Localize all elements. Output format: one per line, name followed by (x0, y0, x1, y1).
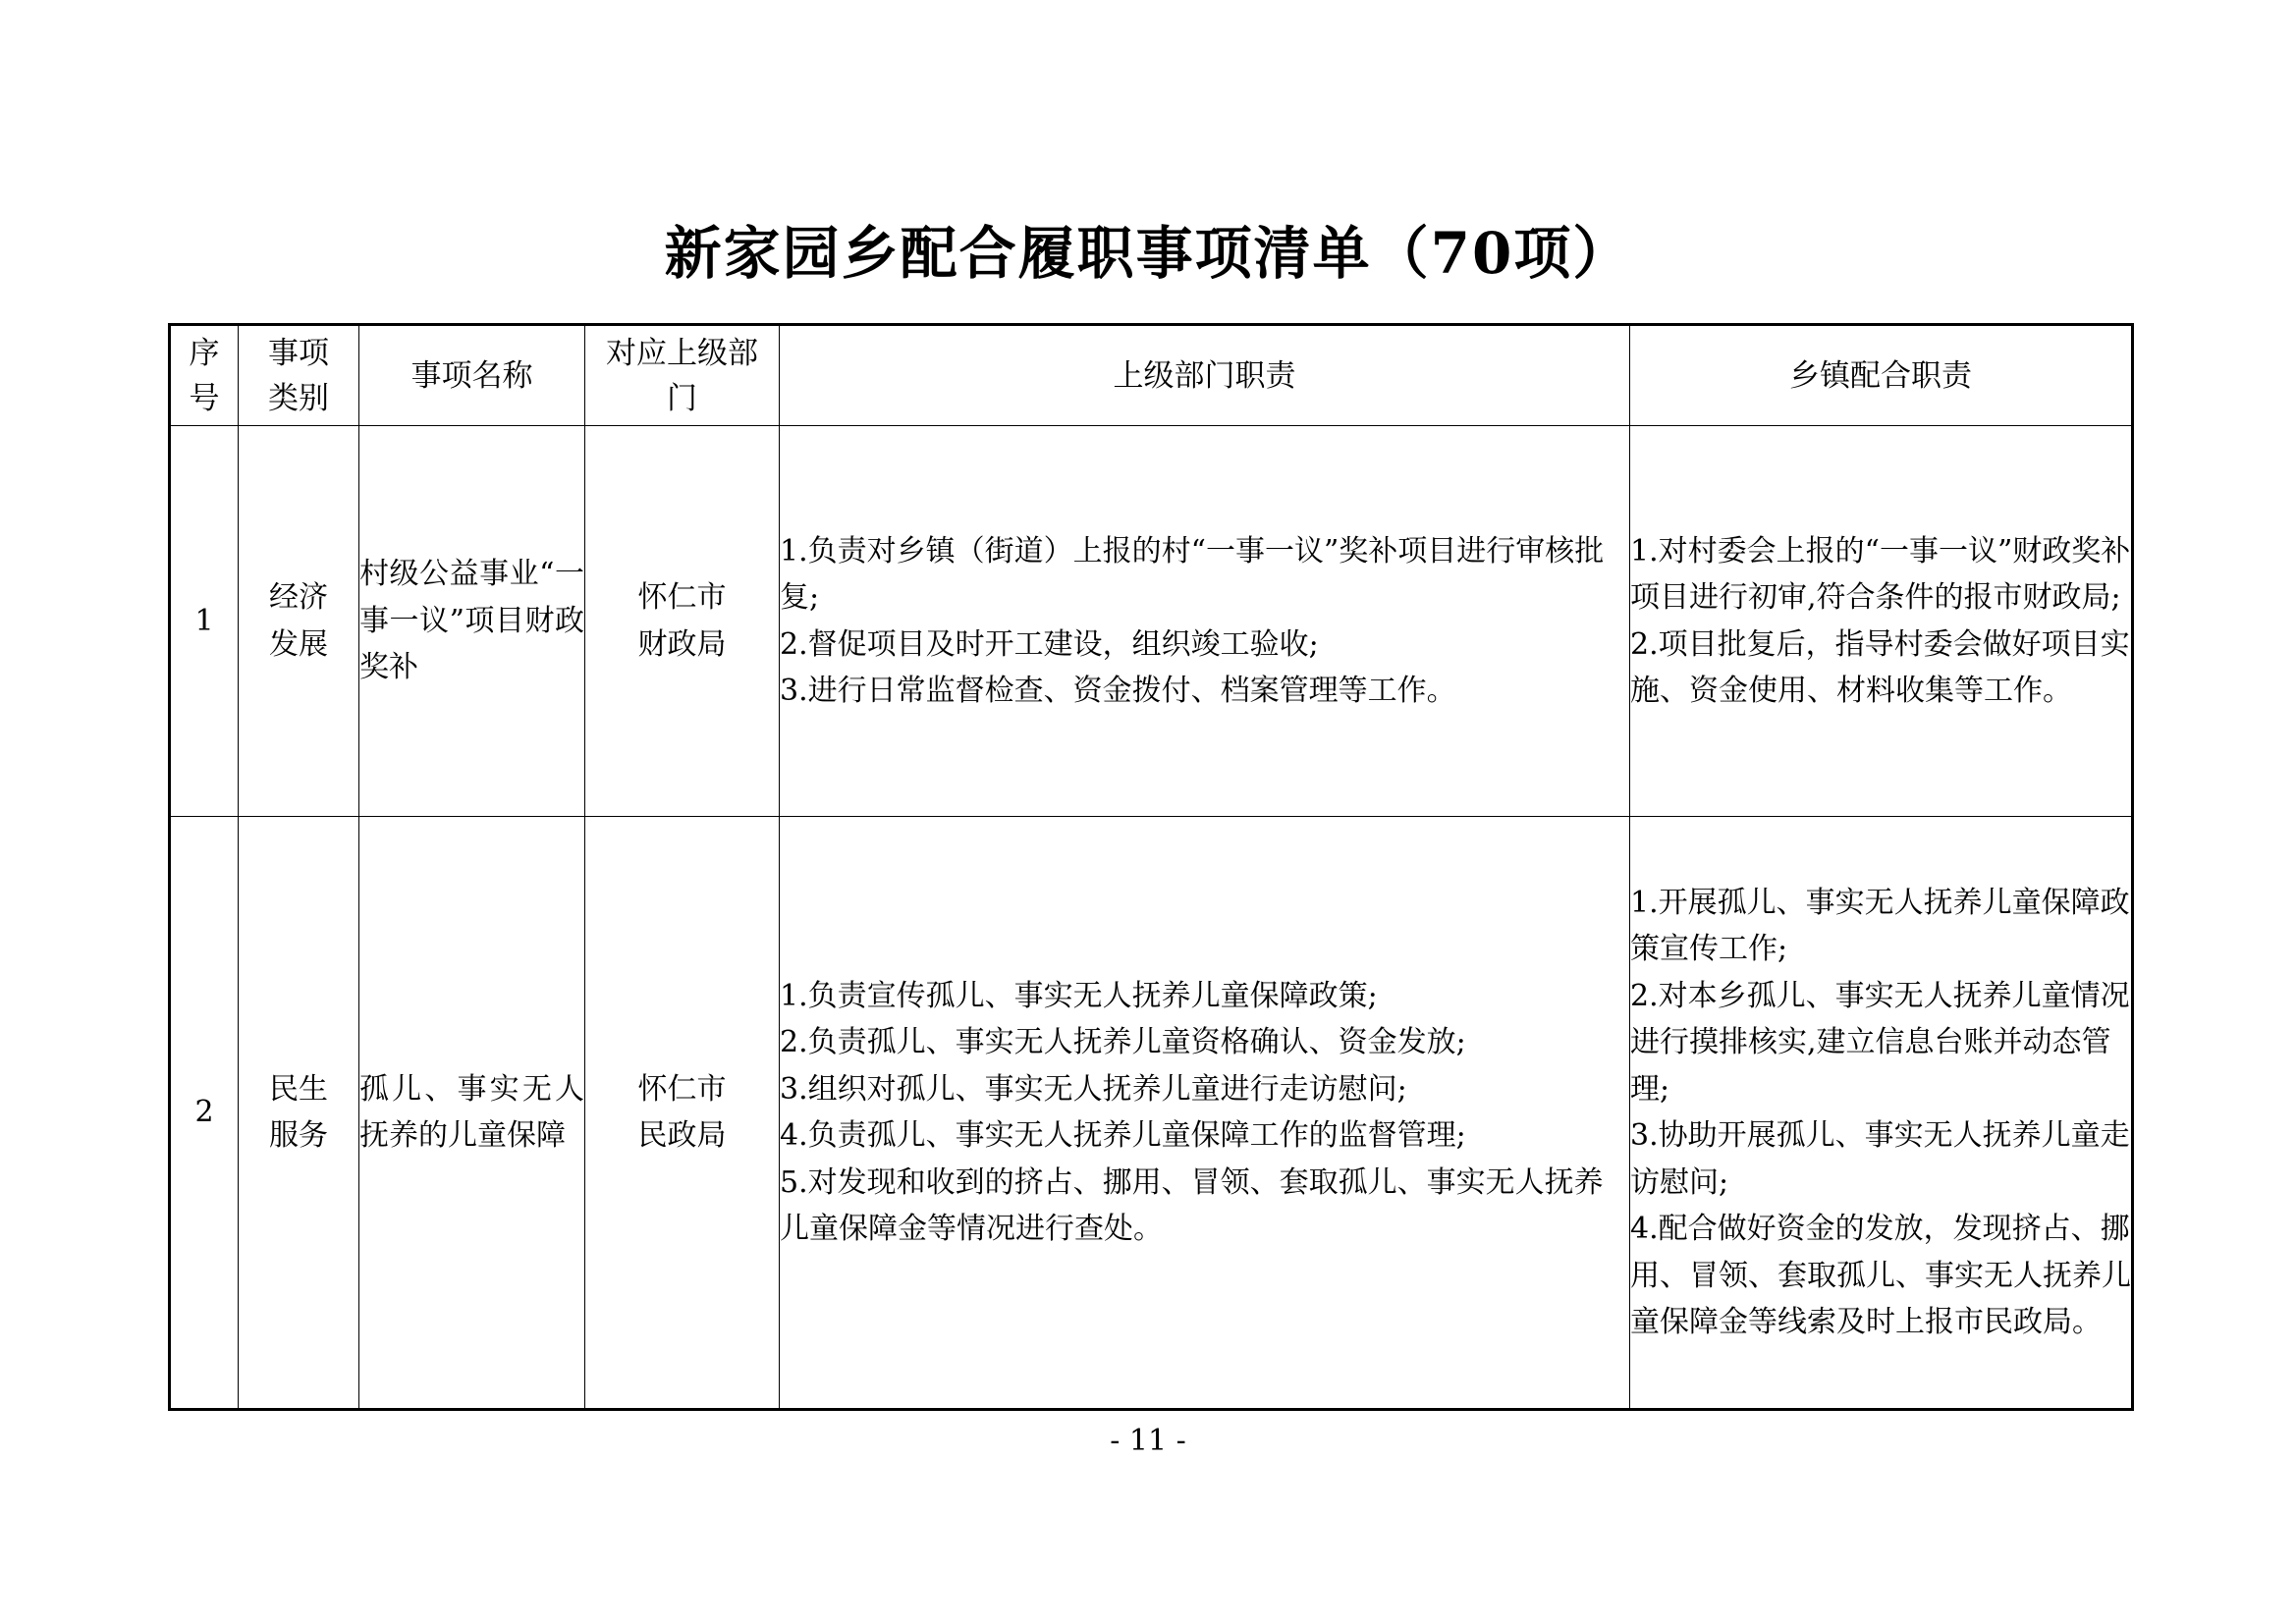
dept-line: 怀仁市 (637, 1071, 727, 1107)
row-seq: 1 (170, 426, 239, 817)
duty-item: 3.进行日常监督检查、资金拨付、档案管理等工作。 (780, 674, 1456, 708)
duty-item: 1.负责宣传孤儿、事实无人抚养儿童保障政策; (780, 978, 1378, 1013)
header-town-duty: 乡镇配合职责 (1630, 325, 2133, 426)
row-seq: 2 (170, 817, 239, 1410)
row-dept (585, 817, 780, 1410)
header-category: 事项类别 (239, 325, 359, 426)
row-town-duty (1630, 426, 2133, 817)
row-upper-duty (780, 817, 1630, 1410)
duty-item: 3.组织对孤儿、事实无人抚养儿童进行走访慰问; (780, 1071, 1407, 1107)
header-dept: 对应上级部门 (585, 325, 780, 426)
header-seq: 序号 (170, 325, 239, 426)
header-upper-duty: 上级部门职责 (780, 325, 1630, 426)
dept-line: 民政局 (637, 1118, 727, 1153)
dept-line: 财政局 (637, 626, 727, 662)
duty-item: 5.对发现和收到的挤占、挪用、冒领、套取孤儿、事实无人抚养儿童保障金等情况进行查处。 (780, 1164, 1604, 1246)
header-name: 事项名称 (359, 325, 585, 426)
duty-item: 4.配合做好资金的发放，发现挤占、挪用、冒领、套取孤儿、事实无人抚养儿童保障金等线索及时上报市民政局。 (1630, 1212, 2131, 1339)
duty-table (168, 323, 2134, 1411)
row-upper-duty (780, 426, 1630, 817)
row-item-name: 村级公益事业“一事一议”项目财政奖补 (359, 426, 585, 817)
duty-item: 2.督促项目及时开工建设，组织竣工验收; (780, 626, 1319, 662)
duty-item: 3.协助开展孤儿、事实无人抚养儿童走访慰问; (1630, 1118, 2130, 1200)
table-header-row (170, 325, 2133, 426)
duty-item: 2.项目批复后，指导村委会做好项目实施、资金使用、材料收集等工作。 (1630, 626, 2130, 708)
duty-item: 1.开展孤儿、事实无人抚养儿童保障政策宣传工作; (1630, 885, 2130, 966)
duty-item: 4.负责孤儿、事实无人抚养儿童保障工作的监督管理; (780, 1118, 1466, 1153)
row-town-duty (1630, 817, 2133, 1410)
duty-item: 1.负责对乡镇（街道）上报的村“一事一议”奖补项目进行审核批复; (780, 533, 1605, 615)
page-title: 新家园乡配合履职事项清单（70项） (664, 220, 1632, 287)
duty-item: 2.负责孤儿、事实无人抚养儿童资格确认、资金发放; (780, 1025, 1466, 1059)
row-category: 民生服务 (239, 817, 359, 1410)
duty-item: 2.对本乡孤儿、事实无人抚养儿童情况进行摸排核实,建立信息台账并动态管理; (1630, 978, 2130, 1107)
dept-line: 怀仁市 (637, 580, 727, 615)
table-row (170, 817, 2133, 1410)
page-number: - 11 - (1110, 1424, 1186, 1458)
row-item-name: 孤儿、事实无人抚养的儿童保障 (359, 817, 585, 1410)
table-row (170, 426, 2133, 817)
row-category: 经济发展 (239, 426, 359, 817)
duty-item: 1.对村委会上报的“一事一议”财政奖补项目进行初审,符合条件的报市财政局; (1630, 533, 2131, 615)
row-dept (585, 426, 780, 817)
